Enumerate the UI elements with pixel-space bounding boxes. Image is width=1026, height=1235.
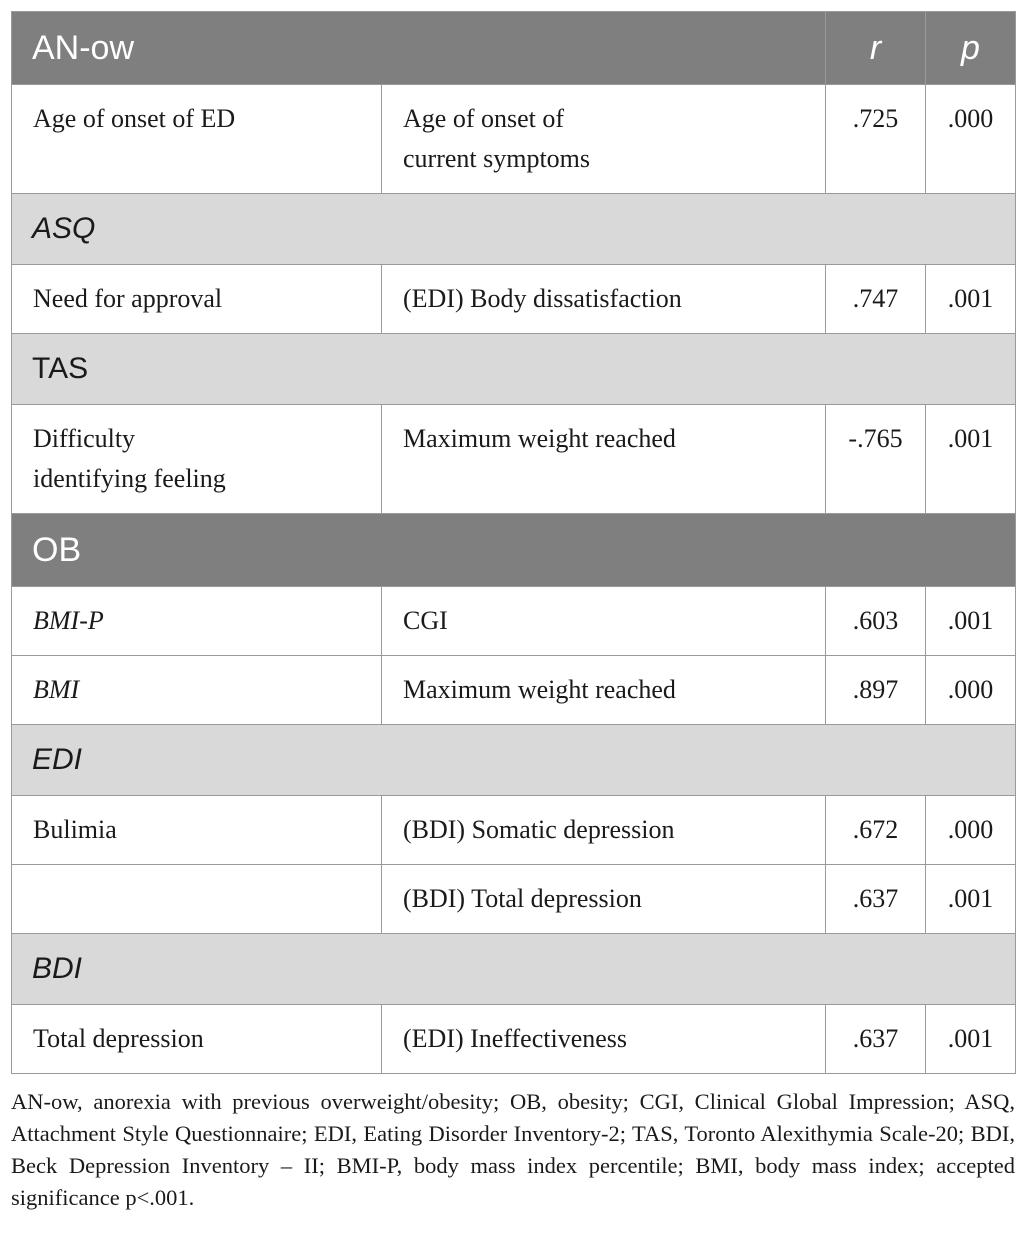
section-row-tas — [12, 334, 1016, 405]
section-label: TAS — [12, 334, 1016, 405]
group-label: OB — [12, 514, 1016, 587]
table-row — [12, 796, 1016, 865]
r-value: .897 — [826, 656, 926, 725]
variable-a: Bulimia — [12, 796, 382, 865]
r-value: .725 — [826, 85, 926, 194]
variable-a: BMI — [12, 656, 382, 725]
variable-a: Age of onset of ED — [12, 85, 382, 194]
table-row — [12, 405, 1016, 514]
table-row — [12, 865, 1016, 934]
variable-a — [12, 865, 382, 934]
p-value: .001 — [926, 865, 1016, 934]
section-row-edi — [12, 725, 1016, 796]
variable-a: BMI-P — [12, 587, 382, 656]
variable-b: (BDI) Total depression — [382, 865, 826, 934]
variable-b: CGI — [382, 587, 826, 656]
column-header-p: p — [926, 12, 1016, 85]
p-value: .000 — [926, 796, 1016, 865]
table-row — [12, 587, 1016, 656]
r-value: .747 — [826, 265, 926, 334]
r-value: .672 — [826, 796, 926, 865]
r-value: .637 — [826, 1005, 926, 1074]
table-row — [12, 265, 1016, 334]
section-row-asq — [12, 194, 1016, 265]
p-value: .001 — [926, 265, 1016, 334]
variable-b: (BDI) Somatic depression — [382, 796, 826, 865]
correlation-table-container — [11, 11, 1015, 1074]
p-value: .001 — [926, 1005, 1016, 1074]
section-label: ASQ — [12, 194, 1016, 265]
table-row — [12, 656, 1016, 725]
variable-b: Maximum weight reached — [382, 405, 826, 514]
section-row-bdi — [12, 934, 1016, 1005]
p-value: .001 — [926, 405, 1016, 514]
variable-b: Age of onset of current symptoms — [382, 85, 826, 194]
table-footnote: AN-ow, anorexia with previous overweight/obesity; OB, obesity; CGI, Clinical Global Impression; ASQ, Attachment Style Questionnaire; EDI, Eating Disorder Inventory-2; TAS, Toronto Alexithymia Scale-20; BDI, Beck Depression Inventory – II; BMI-P, body mass index percentile; BMI, body mass index; accepted significance p<.001. — [11, 1089, 1015, 1210]
group-header-ob — [12, 514, 1016, 587]
variable-a: Total depression — [12, 1005, 382, 1074]
variable-b: (EDI) Ineffectiveness — [382, 1005, 826, 1074]
correlation-table — [11, 11, 1016, 1074]
variable-a: Need for approval — [12, 265, 382, 334]
p-value: .001 — [926, 587, 1016, 656]
table-row — [12, 85, 1016, 194]
table-row — [12, 1005, 1016, 1074]
r-value: .637 — [826, 865, 926, 934]
section-label: EDI — [12, 725, 1016, 796]
p-value: .000 — [926, 656, 1016, 725]
r-value: -.765 — [826, 405, 926, 514]
column-header-r: r — [826, 12, 926, 85]
p-value: .000 — [926, 85, 1016, 194]
group-label: AN-ow — [12, 12, 826, 85]
r-value: .603 — [826, 587, 926, 656]
variable-b: (EDI) Body dissatisfaction — [382, 265, 826, 334]
section-label: BDI — [12, 934, 1016, 1005]
variable-b: Maximum weight reached — [382, 656, 826, 725]
group-header-an-ow — [12, 12, 1016, 85]
variable-a: Difficulty identifying feeling — [12, 405, 382, 514]
